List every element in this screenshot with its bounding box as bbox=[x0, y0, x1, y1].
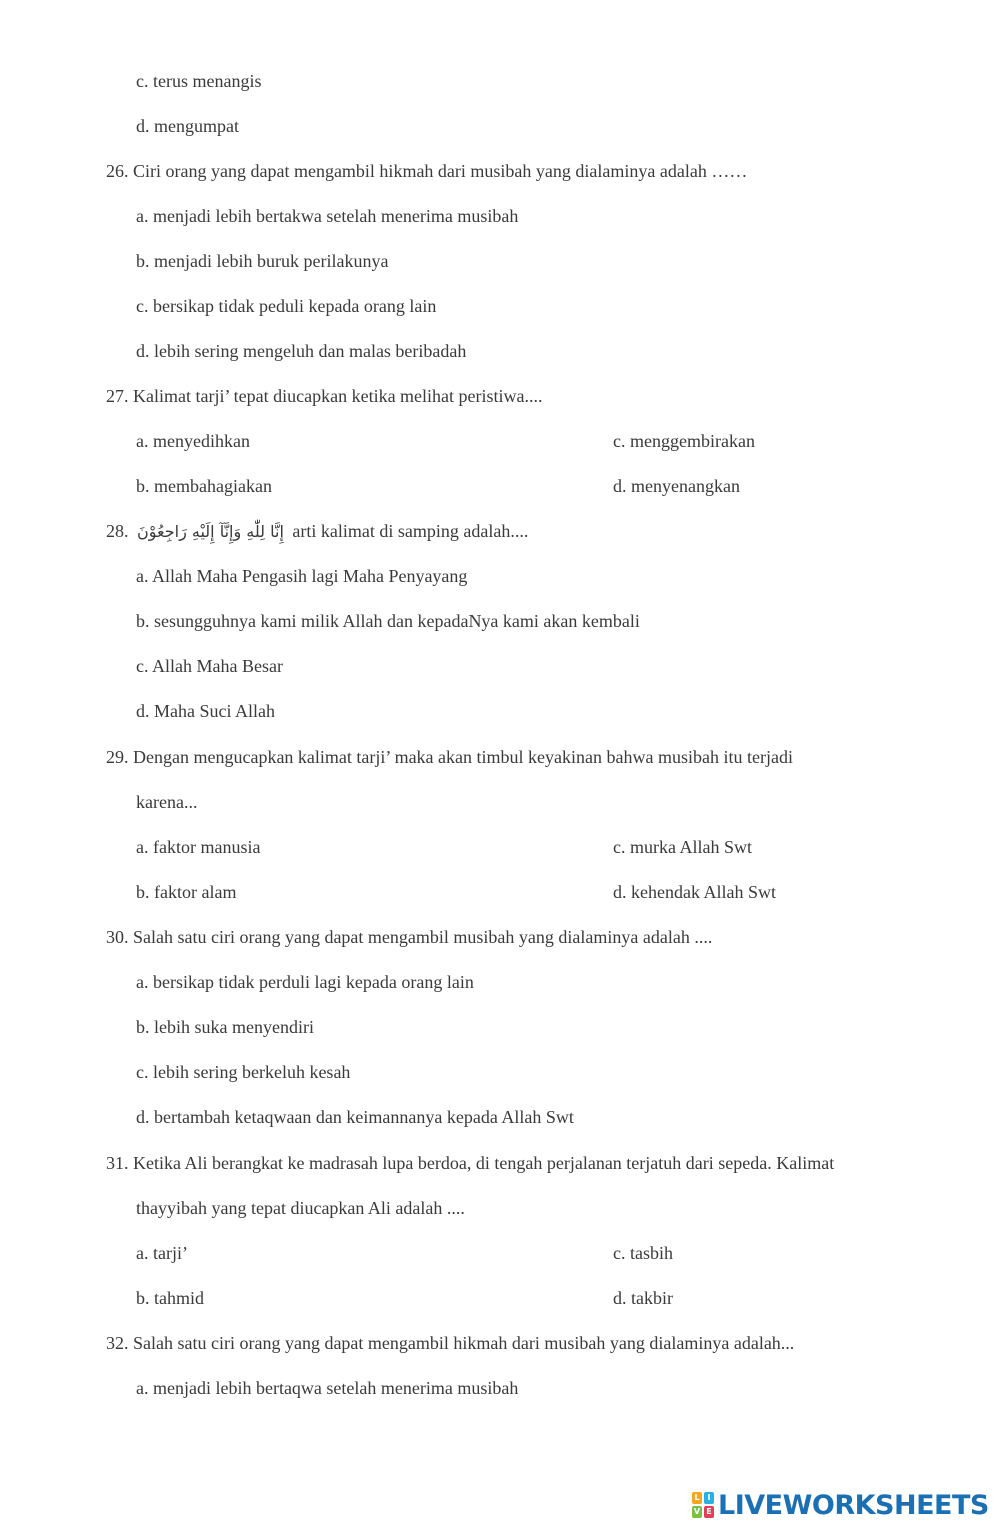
logo-mark-v: V bbox=[693, 1507, 701, 1516]
question-32: 32. Salah satu ciri orang yang dapat mengambil hikmah dari musibah yang dialaminya adalah... bbox=[106, 1333, 795, 1353]
q30-option-d: d. bertambah ketaqwaan dan keimannanya kepada Allah Swt bbox=[136, 1107, 574, 1127]
question-29: 29. Dengan mengucapkan kalimat tarji’ maka akan timbul keyakinan bahwa musibah itu terjadi bbox=[106, 747, 793, 767]
question-31-continued: thayyibah yang tepat diucapkan Ali adalah .... bbox=[136, 1198, 465, 1218]
q27-option-a: a. menyedihkan bbox=[136, 431, 250, 451]
question-27: 27. Kalimat tarji’ tepat diucapkan ketika melihat peristiwa.... bbox=[106, 386, 543, 406]
q31-option-d: d. takbir bbox=[613, 1288, 673, 1308]
q29-option-c: c. murka Allah Swt bbox=[613, 837, 752, 857]
q31-option-b: b. tahmid bbox=[136, 1288, 204, 1308]
q28-option-a: a. Allah Maha Pengasih lagi Maha Penyayang bbox=[136, 566, 468, 586]
q32-option-a: a. menjadi lebih bertaqwa setelah menerima musibah bbox=[136, 1378, 519, 1398]
q28-option-d: d. Maha Suci Allah bbox=[136, 701, 275, 721]
q28-option-c: c. Allah Maha Besar bbox=[136, 656, 283, 676]
q30-option-c: c. lebih sering berkeluh kesah bbox=[136, 1062, 351, 1082]
q28-arabic-phrase: إِنَّا لِلّٰهِ وَإِنَّآ إِلَيْهِ رَاجِعُوْنَ bbox=[137, 522, 284, 541]
q25-option-c: c. terus menangis bbox=[136, 71, 262, 91]
question-30: 30. Salah satu ciri orang yang dapat mengambil musibah yang dialaminya adalah .... bbox=[106, 927, 713, 947]
q31-option-a: a. tarji’ bbox=[136, 1243, 188, 1263]
q26-option-a: a. menjadi lebih bertakwa setelah menerima musibah bbox=[136, 206, 519, 226]
liveworksheets-mark-icon bbox=[692, 1492, 714, 1518]
q30-option-a: a. bersikap tidak perduli lagi kepada orang lain bbox=[136, 972, 474, 992]
q30-option-b: b. lebih suka menyendiri bbox=[136, 1017, 314, 1037]
q31-option-c: c. tasbih bbox=[613, 1243, 673, 1263]
q26-option-d: d. lebih sering mengeluh dan malas beribadah bbox=[136, 341, 467, 361]
question-31: 31. Ketika Ali berangkat ke madrasah lupa berdoa, di tengah perjalanan terjatuh dari sepeda. Kalimat bbox=[106, 1153, 835, 1173]
q27-option-d: d. menyenangkan bbox=[613, 476, 740, 496]
q26-option-b: b. menjadi lebih buruk perilakunya bbox=[136, 251, 389, 271]
q27-option-c: c. menggembirakan bbox=[613, 431, 755, 451]
logo-text: LIVEWORKSHEETS bbox=[718, 1489, 989, 1521]
q29-option-a: a. faktor manusia bbox=[136, 837, 261, 857]
logo-mark-i: I bbox=[704, 1492, 714, 1504]
q25-option-d: d. mengumpat bbox=[136, 116, 239, 136]
q26-option-c: c. bersikap tidak peduli kepada orang lain bbox=[136, 296, 437, 316]
question-26: 26. Ciri orang yang dapat mengambil hikmah dari musibah yang dialaminya adalah …… bbox=[106, 161, 748, 181]
question-29-continued: karena... bbox=[136, 792, 198, 812]
q29-option-d: d. kehendak Allah Swt bbox=[613, 882, 776, 902]
q27-option-b: b. membahagiakan bbox=[136, 476, 272, 496]
q28-option-b: b. sesungguhnya kami milik Allah dan kepadaNya kami akan kembali bbox=[136, 611, 640, 631]
q29-option-b: b. faktor alam bbox=[136, 882, 237, 902]
logo-mark-l: L bbox=[692, 1492, 702, 1504]
liveworksheets-logo bbox=[692, 1488, 989, 1522]
q28-number: 28. bbox=[106, 521, 129, 541]
logo-mark-e: E bbox=[704, 1506, 714, 1518]
question-28 bbox=[106, 520, 528, 543]
q28-text: arti kalimat di samping adalah.... bbox=[292, 521, 529, 541]
